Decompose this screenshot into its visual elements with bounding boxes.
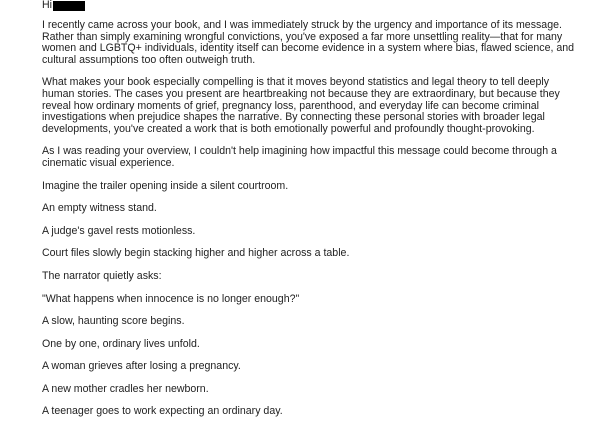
paragraph-score: A slow, haunting score begins. (42, 315, 185, 328)
greeting-line (42, 0, 582, 11)
paragraph-quote: "What happens when innocence is no longer enough?" (42, 292, 300, 305)
paragraph-compelling: What makes your book especially compelling is that it moves beyond statistics and legal theory to tell deeply human stories. The cases you present are heartbreaking not because they are extraordinary, but because they reveal how ordinary moments of grief, pregnancy loss, parenthood, and everyday life can become criminal investigations when prejudice shapes the narrative. By connecting these personal stories with broader legal developments, you've created a work that is both emotionally powerful and profoundly thought-provoking. (42, 76, 560, 135)
redacted-name-block (53, 1, 85, 11)
paragraph-teenager: A teenager goes to work expecting an ordinary day. (42, 405, 283, 418)
paragraph-ordinary-lives: One by one, ordinary lives unfold. (42, 337, 200, 350)
paragraph-court-files: Court files slowly begin stacking higher and higher across a table. (42, 247, 350, 260)
paragraph-gavel: A judge's gavel rests motionless. (42, 224, 196, 237)
paragraph-intro: I recently came across your book, and I was immediately struck by the urgency and importance of its message. Rather than simply examining wrongful convictions, you've exposed a far more unsettling reality—that for many women and LGBTQ+ individuals, identity itself can become evidence in a system where bias, flawed science, and cultural assumptions too often outweigh truth. (42, 19, 575, 66)
paragraph-narrator: The narrator quietly asks: (42, 269, 162, 282)
paragraph-witness-stand: An empty witness stand. (42, 202, 157, 215)
paragraph-cinematic: As I was reading your overview, I couldn't help imagining how impactful this message could become through a cinematic visual experience. (42, 145, 557, 169)
email-body (42, 0, 582, 429)
paragraph-woman-grieves: A woman grieves after losing a pregnancy. (42, 360, 241, 373)
paragraph-courtroom: Imagine the trailer opening inside a silent courtroom. (42, 179, 289, 192)
greeting-text: Hi (42, 0, 53, 11)
paragraph-new-mother: A new mother cradles her newborn. (42, 382, 209, 395)
